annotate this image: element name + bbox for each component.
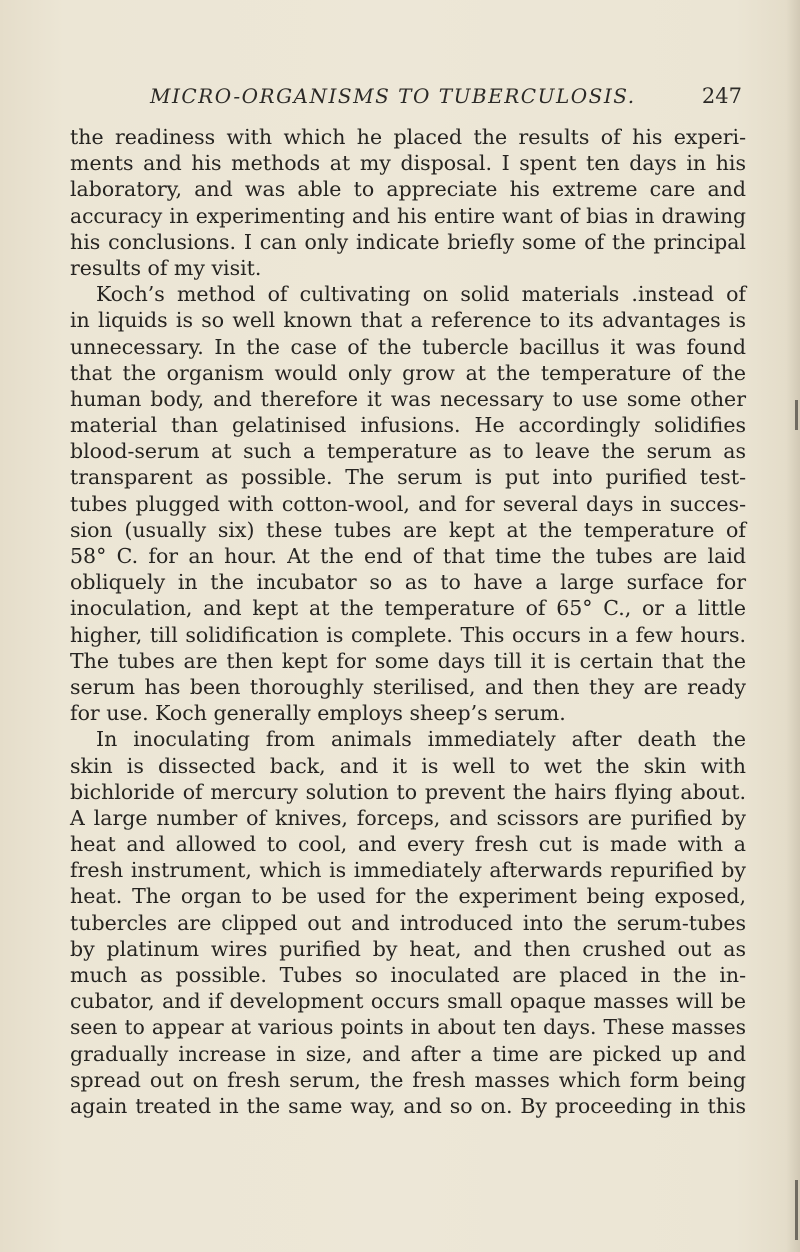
text-line: much as possible. Tubes so inoculated are placed in the in- bbox=[70, 963, 746, 987]
text-line: obliquely in the incubator so as to have a large surface for bbox=[70, 570, 746, 595]
text-line: bichloride of mercury solution to prevent the hairs flying about. bbox=[70, 779, 746, 804]
text-line: inoculation, and kept at the temperature of 65° C., or a little bbox=[70, 596, 746, 621]
text-line: heat and allowed to cool, and every fresh cut is made with a bbox=[70, 832, 746, 857]
text-line: the readiness with which he placed the results of his experi- bbox=[70, 125, 746, 149]
text-line: serum has been thoroughly sterilised, and then they are ready bbox=[70, 674, 746, 699]
text-line: ments and his methods at my disposal. I spent ten days in his bbox=[70, 151, 746, 176]
page-edge-shadow bbox=[786, 0, 800, 1252]
running-header bbox=[70, 84, 746, 120]
page-edge-mark bbox=[795, 1180, 798, 1240]
text-line: In inoculating from animals immediately after death the bbox=[96, 727, 746, 752]
text-line: transparent as possible. The serum is put into purified test- bbox=[70, 465, 746, 490]
text-line: gradually increase in size, and after a time are picked up and bbox=[70, 1041, 746, 1066]
body-text bbox=[70, 124, 746, 1119]
text-line: results of my visit. bbox=[70, 255, 262, 280]
text-line: that the organism would only grow at the temperature of the bbox=[70, 360, 746, 385]
text-line: material than gelatinised infusions. He accordingly solidifies bbox=[70, 413, 746, 438]
text-line: sion (usually six) these tubes are kept at the temperature of bbox=[70, 517, 746, 542]
text-line: heat. The organ to be used for the experiment being exposed, bbox=[70, 884, 746, 909]
text-line: skin is dissected back, and it is well to wet the skin with bbox=[70, 753, 746, 778]
text-line: in liquids is so well known that a reference to its advantages is bbox=[70, 308, 746, 333]
text-line: accuracy in experimenting and his entire want of bias in drawing bbox=[70, 203, 746, 228]
text-line: tubes plugged with cotton-wool, and for several days in succes- bbox=[70, 491, 746, 516]
text-line: seen to appear at various points in about ten days. These masses bbox=[70, 1015, 746, 1040]
running-head-title: MICRO-ORGANISMS TO TUBERCULOSIS. bbox=[150, 84, 636, 108]
text-line: 58° C. for an hour. At the end of that time the tubes are laid bbox=[70, 544, 746, 568]
text-line: for use. Koch generally employs sheep’s serum. bbox=[70, 701, 566, 726]
text-line: blood-serum at such a temperature as to leave the serum as bbox=[70, 439, 746, 464]
text-line: by platinum wires purified by heat, and then crushed out as bbox=[70, 936, 746, 961]
text-line: again treated in the same way, and so on. By proceeding in this bbox=[70, 1093, 746, 1118]
text-line: laboratory, and was able to appreciate his extreme care and bbox=[70, 177, 746, 202]
text-line: A large number of knives, forceps, and scissors are purified by bbox=[70, 805, 746, 830]
text-line: human body, and therefore it was necessary to use some other bbox=[70, 386, 746, 411]
text-line: The tubes are then kept for some days till it is certain that the bbox=[70, 648, 746, 673]
text-line: his conclusions. I can only indicate briefly some of the principal bbox=[70, 229, 746, 254]
text-line: higher, till solidification is complete. This occurs in a few hours. bbox=[70, 622, 746, 647]
text-line: Koch’s method of cultivating on solid materials .instead of bbox=[96, 282, 746, 307]
text-line: fresh instrument, which is immediately afterwards repurified by bbox=[70, 858, 746, 883]
text-line: spread out on fresh serum, the fresh masses which form being bbox=[70, 1067, 746, 1092]
page-edge-mark bbox=[795, 400, 798, 430]
page-number: 247 bbox=[701, 84, 742, 108]
text-line: unnecessary. In the case of the tubercle bacillus it was found bbox=[70, 334, 746, 359]
text-line: tubercles are clipped out and introduced into the serum-tubes bbox=[70, 910, 746, 935]
text-line: cubator, and if development occurs small opaque masses will be bbox=[70, 989, 746, 1014]
